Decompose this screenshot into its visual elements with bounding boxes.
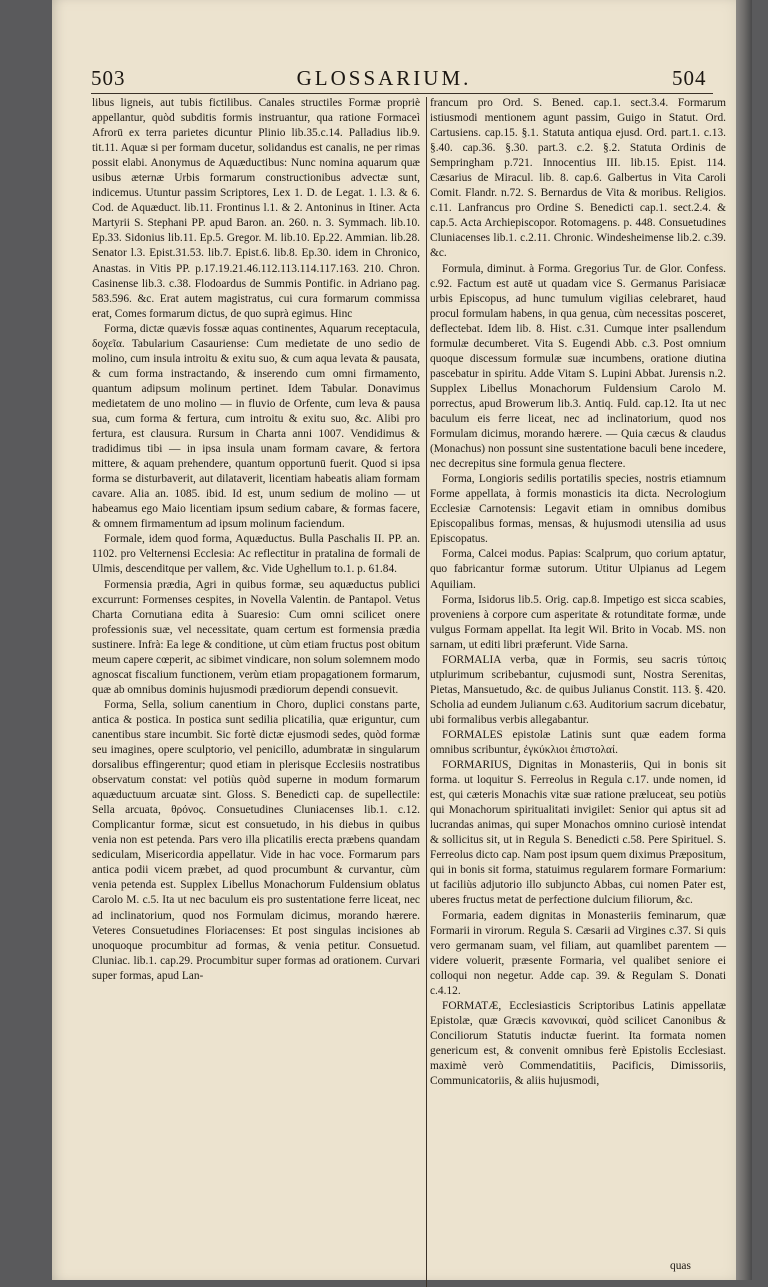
page-number-left: 503 — [91, 66, 126, 90]
running-title: GLOSSARIUM. — [296, 66, 472, 90]
right-column — [430, 96, 726, 1089]
paragraph: Formaria, eadem dignitas in Monasteriis feminarum, quæ Formarii in virorum. Regula S. Cæsarii ad Virgines c.37. Si quis vero germanam suam, vel filiam, aut quamlibet parentem — videre voluerit, præsente Formaria, vel qualibet seniore ei colloqui non negetur. Adde cap. 39. & Regulam S. Donati c.4.12. — [430, 909, 726, 997]
paragraph: Forma, Calcei modus. Papias: Scalprum, quo corium aptatur, quo fabricantur formæ sutorum. Utitur Ulpianus ad Legem Aquiliam. — [430, 548, 726, 591]
page-number-right: 504 — [672, 66, 707, 90]
paragraph: Formula, diminut. à Forma. Gregorius Tur. de Glor. Confess. c.92. Factum est autē ut quadam vice S. Germanus Parisiacæ urbis Episcopus, ad hunc tumulum vigilias celebraret, haud procul formulam habens, in qua genua, cùm necessitas posceret, deflectebat. Idem lib. 8. Hist. c.31. Cumque inter psallendum formulæ decumberet. Vita S. Eugendi Abb. c.3. Post omnium quoque discessum formulæ suæ incumbens, oratione diutina pascebatur in spiritu. Adde Vitam S. Lupini Abbat. Jurensis n.2. Supplex Libellus Monachorum Fuldensium Carolo M. porrectus, apud Browerum lib.3. Antiq. Fuld. cap.12. Ita ut nec baculum eis ferre liceat, nec ad inclinatorium, quod nos Formulam dicimus, morando hærere. — Quia cæcus & claudus (Monachus) non possunt sine sustentatione baculi bene incedere, nec decrepitus sine formula genua flectere. — [430, 262, 726, 471]
paragraph: Forma, dictæ quævis fossæ aquas continentes, Aquarum receptacula, δοχεῖα. Tabularium Casauriense: Cum medietate de uno sedio de molino, cum insula introitu & exitu suo, & cum aqua levata & pausata, & cum forma instractando, & inserendo cum omni firmamento, quantum adipsum molinum pertinet. Idem Tabular. Donavimus medietatem de uno molino — in fluvio de Orfente, cum leva & pausa sua, cum forma & fertura, cum introitu & exitu suo, &c. Alibi pro fertura, est clausura. Rursum in Charta anni 1007. Vendidimus & tradidimus tibi — in ipsa insula unam formam cavare, & fertora mittere, & aquam prehendere, quantum opportunū fuerit. Quod si ipsa forma se disturbaverit, aut dilataverit, licentiam habeatis aliam formam cavare. Alia an. 1085. ibid. Id est, unum sedium de molino — ut habeamus ego Maio licentiam ipsum sedium cabare, & formas facere, & omnem firmamentum ad ipsum molinum faciendum. — [92, 322, 420, 531]
paragraph: Forma, Longioris sedilis portatilis species, nostris etiamnum Forme appellata, à formis monasticis ita dicta. Necrologium Ecclesiæ Carnotensis: Legavit etiam in omnibus domibus Episcopalibus formas, mensas, & hujusmodi utensilia ad usus Episcopatus. — [430, 473, 726, 546]
paragraph: libus ligneis, aut tubis fictilibus. Canales structiles Formæ propriè appellantur, quòd subditis formis instruantur, qua ratione Formaceì Afrorū ex terra parietes dicuntur Plinio lib.35.c.14. Palladius lib.9. tit.11. Aquæ si per formam ducetur, solidandus est canalis, ne per rimas possit elabi. Anonymus de Aquæductibus: Nunc nomina aquarum quæ usibus æternæ Urbis formarum constructionibus advectæ sunt, indicemus. Utuntur passim Scriptores, Lex 1. D. de Legat. 1. l.3. & 6. Cod. de Aquæduct. lib.11. Frontinus l.1. & 2. Antoninus in Itiner. Acta Martyrii S. Stephani PP. apud Baron. an. 260. n. 3. Symmach. lib.10. Ep.33. Sidonius lib.11. Ep.5. Gregor. M. lib.10. Ep.22. Ammian. lib.28. Senator l.3. Epist.31.53. lib.7. Epist.6. lib.8. Ep.30. idem in Chronico, Anastas. in Vitis PP. p.17.19.21.46.112.113.114.117.163. 210. Chron. Casinense lib.3. c.38. Flodoardus de Summis Pontific. in Adriano pag. 583.596. &c. Erat autem magistratus, cui cura formarum commissa erat, Comes formarum dictus, de quo suprà egimus. Hinc — [92, 97, 420, 320]
column-divider — [426, 97, 427, 1287]
paragraph: Formensia prædia, Agri in quibus formæ, seu aquæductus publici excurrunt: Formenses cespites, in Novella Valentin. de Pantapol. Vetus Charta Cornutiana edita à Suaresio: Cum omni scilicet onere professionis suæ, vel necessitate, quam certum est formensia prædia sustinere. Infrà: Ea lege & conditione, ut cùm etiam fructus post obitum meum capere cœperit, ac sibimet vindicare, non solum solemnem modo agnoscat fiscalium functionem, verùm etiam propagationem formarum, quæ ab omnibus dominis hujusmodi prædiorum dependi consuevit. — [92, 578, 420, 696]
catchword: quas — [670, 1260, 691, 1272]
paragraph: Forma, Isidorus lib.5. Orig. cap.8. Impetigo est sicca scabies, proveniens à corpore cum asperitate & rotunditate formæ, unde vulgus Formam appellat. Ita legit Wil. Brito in Vocab. MS. non sarnam, ut editi libri præferunt. Vide Sarna. — [430, 593, 726, 651]
paragraph: francum pro Ord. S. Bened. cap.1. sect.3.4. Formarum istiusmodi mentionem agunt passim, Guigo in Statut. Ord. Cartusiens. cap.15. §.1. Statuta antiqua ejusd. Ord. part.1. c.13. §.40. cap.36. §.30. part.3. c.2. §.2. Statuta Ordinis de Sempringham p.721. Innocentius III. lib.15. Epist. 114. Cæsarius de Miracul. lib. 8. cap.6. Galbertus in Vita Caroli Comit. Flandr. n.72. S. Bernardus de Vita & moribus. Religios. c.11. Lanfrancus pro Ordine S. Benedicti cap.1. sect.2.4. & cap.5. Acta Archiepiscopor. Rotomagens. p. 448. Consuetudines Cluniacenses lib.1. c.2.11. Chronic. Windesheimense lib.2. c.39. &c. — [430, 97, 726, 260]
header-rule — [91, 93, 713, 94]
paragraph: Forma, Sella, solium canentium in Choro, duplici constans parte, antica & postica. In postica sunt sedilia plicatilia, quæ eriguntur, cum canentibus stare incumbit. Sic fortè dictæ ejusmodi sedes, quòd formæ seu imagines, opere sculptorio, vel penicillo, adumbratæ in singularum dorsalibus effingerentur; quod etiam in plerisque Ecclesiis nostratibus observatum constat: vel potiùs quòd superne in modum formarum aquæductuum arcuatæ sint. Gloss. S. Benedicti cap. de supellectile: Sella arcuata, θρόνος. Consuetudines Cluniacenses lib.1. c.12. Complicantur formæ, sicut est consuetudo, in his diebus in quibus venia non est petenda. Pars vero illa plicatilis erecta præbens quandam sediculam, Misericordia appellatur. Vide in hac voce. Formarum pars antica podii vicem præbet, ad quod procumbunt & curvantur, cùm venia petenda est. Supplex Libellus Monachorum Fuldensium oblatus Carolo M. c.5. Ita ut nec baculum eis pro sustentatione ferre liceat, nec ad inclinatorium, quod nos Formulam dicimus, morando hærere. Veteres Consuetudines Floriacenses: Et post singulas incisiones ab unoquoque procumbitur ad formas, & venia petitur. Consuetud. Cluniac. lib.1. cap.29. Procumbitur super formas ad orationem. Curvari super formas, apud Lan- — [92, 698, 420, 982]
paragraph: FORMATÆ, Ecclesiasticis Scriptoribus Latinis appellatæ Epistolæ, quæ Græcis κανονικαί, quòd scilicet Canonibus & Conciliorum Statutis inductæ fuerint. Ita formata nomen genericum est, & convenit omnibus ferè Epistolis Ecclesiast. maximè verò Commendatitiis, Pacificis, Dimissoriis, Communicatoriis, & aliis hujusmodi, — [430, 999, 726, 1088]
paragraph: FORMALIA verba, quæ in Formis, seu sacris τύποις utplurimum scribebantur, cujusmodi sunt, Nostra Serenitas, Pietas, Mansuetudo, &c. de quibus Julianus Constit. 113. §. 420. Scholia ad eundem Julianum c.63. Auditorium sacrum dicebatur, ubi formalibus verbis allegabantur. — [430, 653, 726, 726]
left-column — [92, 96, 420, 984]
paragraph: Formale, idem quod forma, Aquæductus. Bulla Paschalis II. PP. an. 1102. pro Velternensi Ecclesia: Ac reflectitur in pratalina de formali de Ulmis, descenditque per vallem, &c. Vide Ughellum to.1. p. 61.84. — [92, 533, 420, 576]
paragraph: FORMARIUS, Dignitas in Monasteriis, Qui in bonis sit forma. ut loquitur S. Ferreolus in Regula c.17. unde nomen, id est, qui cæteris Monachis vitæ suæ ratione præluceat, seu potiùs qui Monachorum spiritualitati invigilet: Senior qui aptus sit ad lucrandas animas, qui super Monachos omnino curiosè intendat & sollicitus sit, ut in Regula S. Benedicti c.58. Pere Spirituel. S. Ferreolus dicto cap. Nam post ipsum quem diximus Præpositum, qui in bonis sit forma, statuimus regularem formare Formarium: ut faciliùs adjutorio illo subjuncto Abbas, cui nomen Pater est, uberes fructus metat de perfectione dulcium filiorum, &c. — [430, 759, 726, 907]
page-edge — [736, 0, 752, 1280]
paragraph: FORMALES epistolæ Latinis sunt quæ eadem forma omnibus scribuntur, ἐγκύκλιοι ἐπιστολαί. — [430, 728, 726, 757]
